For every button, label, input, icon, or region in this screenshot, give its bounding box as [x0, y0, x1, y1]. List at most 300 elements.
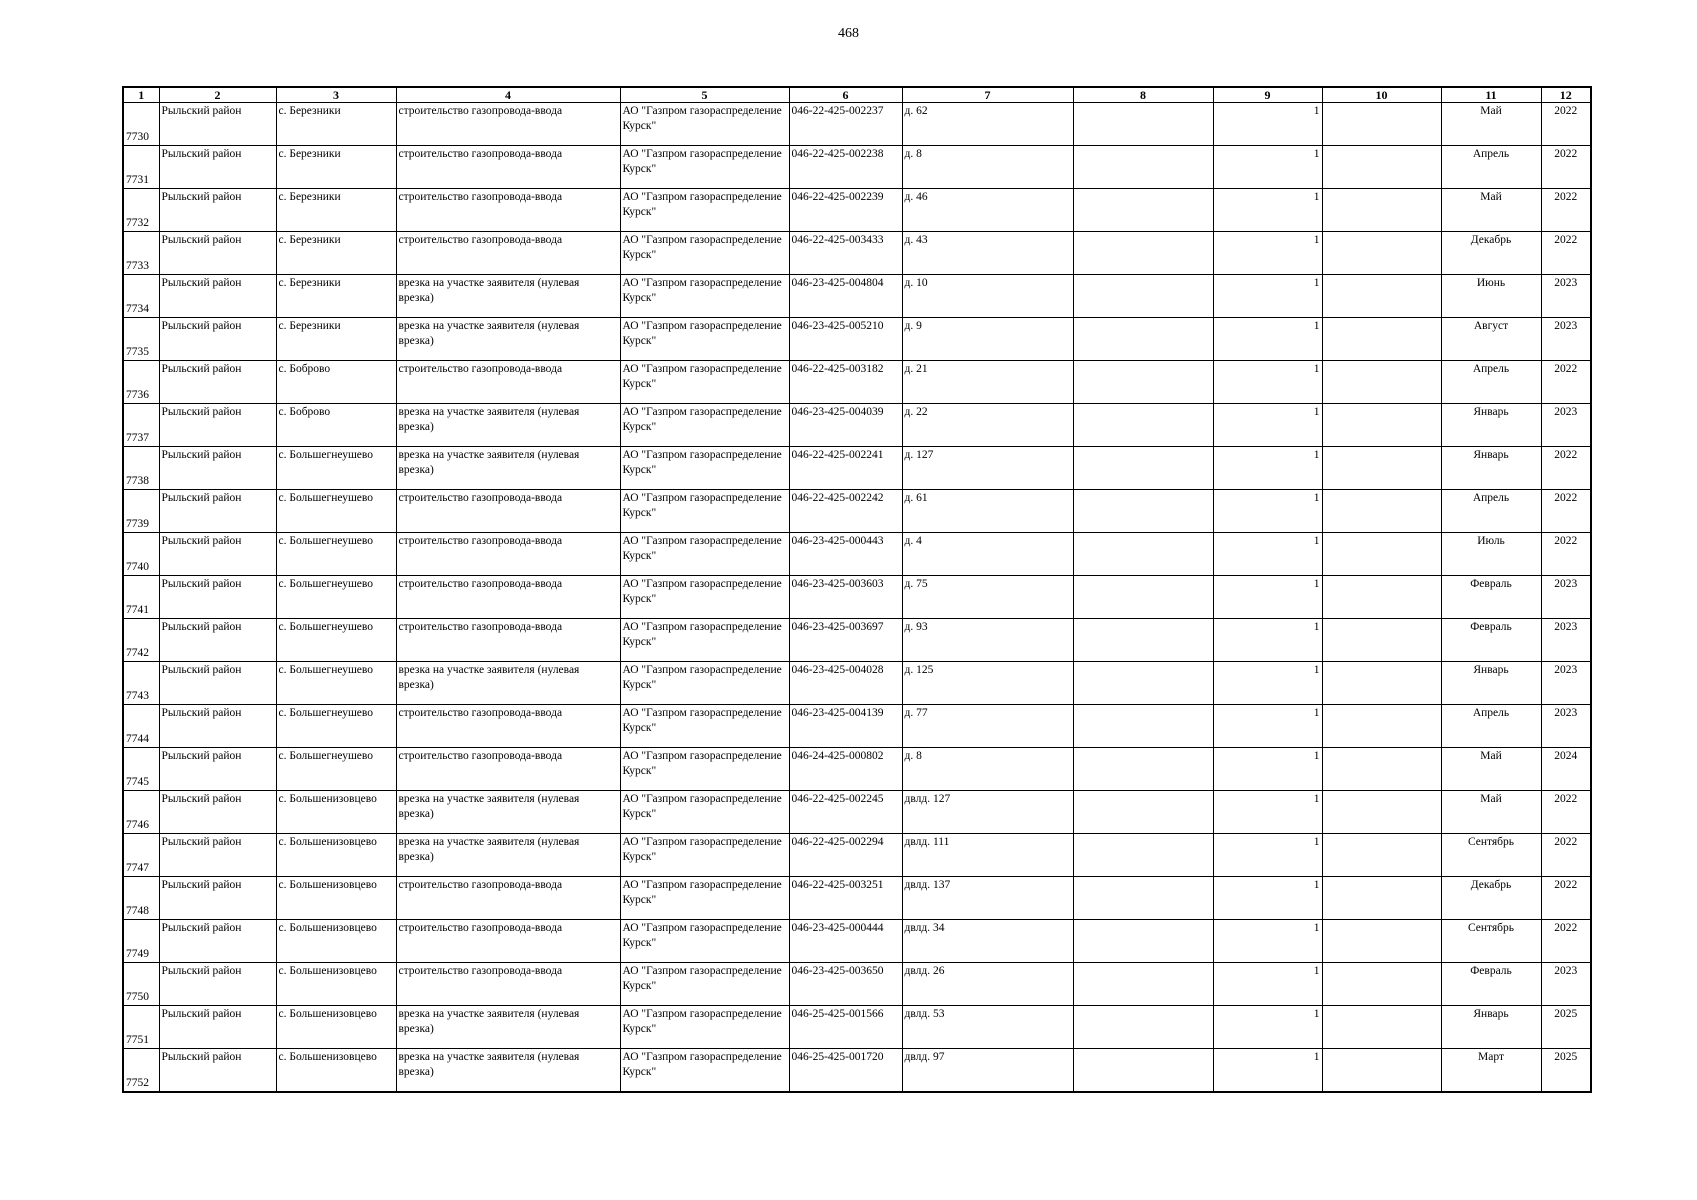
column-8-cell	[1073, 189, 1213, 232]
column-10-cell	[1322, 791, 1441, 834]
year-cell: 2022	[1541, 361, 1591, 404]
application-code-cell: 046-23-425-000443	[789, 533, 902, 576]
settlement-cell: с. Большегнеушево	[276, 447, 396, 490]
quantity-cell: 1	[1213, 533, 1322, 576]
month-cell: Январь	[1441, 447, 1541, 490]
settlement-cell: с. Большенизовцево	[276, 1006, 396, 1049]
quantity-cell: 1	[1213, 791, 1322, 834]
quantity-cell: 1	[1213, 920, 1322, 963]
organization-cell: АО "Газпром газораспределение Курск"	[620, 791, 789, 834]
organization-cell: АО "Газпром газораспределение Курск"	[620, 834, 789, 877]
year-cell: 2022	[1541, 232, 1591, 275]
column-10-cell	[1322, 146, 1441, 189]
work-type-cell: строительство газопровода-ввода	[396, 963, 620, 1006]
house-number-cell: д. 125	[902, 662, 1073, 705]
quantity-cell: 1	[1213, 1006, 1322, 1049]
organization-cell: АО "Газпром газораспределение Курск"	[620, 662, 789, 705]
house-number-cell: двлд. 53	[902, 1006, 1073, 1049]
organization-cell: АО "Газпром газораспределение Курск"	[620, 146, 789, 189]
column-10-cell	[1322, 490, 1441, 533]
row-number-cell: 7730	[123, 103, 159, 146]
column-10-cell	[1322, 877, 1441, 920]
house-number-cell: д. 22	[902, 404, 1073, 447]
house-number-cell: д. 8	[902, 748, 1073, 791]
column-10-cell	[1322, 920, 1441, 963]
district-cell: Рыльский район	[159, 361, 276, 404]
column-header: 8	[1073, 87, 1213, 103]
column-8-cell	[1073, 705, 1213, 748]
quantity-cell: 1	[1213, 318, 1322, 361]
column-10-cell	[1322, 103, 1441, 146]
application-code-cell: 046-22-425-002294	[789, 834, 902, 877]
district-cell: Рыльский район	[159, 232, 276, 275]
quantity-cell: 1	[1213, 619, 1322, 662]
column-8-cell	[1073, 963, 1213, 1006]
application-code-cell: 046-22-425-003182	[789, 361, 902, 404]
district-cell: Рыльский район	[159, 963, 276, 1006]
column-8-cell	[1073, 920, 1213, 963]
work-type-cell: строительство газопровода-ввода	[396, 361, 620, 404]
column-10-cell	[1322, 963, 1441, 1006]
table-row	[123, 275, 1591, 318]
application-code-cell: 046-22-425-002245	[789, 791, 902, 834]
house-number-cell: д. 77	[902, 705, 1073, 748]
column-10-cell	[1322, 275, 1441, 318]
table-row	[123, 705, 1591, 748]
table-row	[123, 490, 1591, 533]
settlement-cell: с. Большенизовцево	[276, 877, 396, 920]
application-code-cell: 046-25-425-001720	[789, 1049, 902, 1093]
column-8-cell	[1073, 1006, 1213, 1049]
application-code-cell: 046-25-425-001566	[789, 1006, 902, 1049]
settlement-cell: с. Большенизовцево	[276, 963, 396, 1006]
settlement-cell: с. Большегнеушево	[276, 576, 396, 619]
month-cell: Январь	[1441, 662, 1541, 705]
table-row	[123, 447, 1591, 490]
month-cell: Февраль	[1441, 576, 1541, 619]
quantity-cell: 1	[1213, 1049, 1322, 1093]
house-number-cell: д. 21	[902, 361, 1073, 404]
row-number-cell: 7749	[123, 920, 159, 963]
settlement-cell: с. Боброво	[276, 404, 396, 447]
column-8-cell	[1073, 490, 1213, 533]
work-type-cell: врезка на участке заявителя (нулевая врезка)	[396, 1049, 620, 1093]
row-number-cell: 7751	[123, 1006, 159, 1049]
row-number-cell: 7734	[123, 275, 159, 318]
column-10-cell	[1322, 662, 1441, 705]
application-code-cell: 046-23-425-004039	[789, 404, 902, 447]
organization-cell: АО "Газпром газораспределение Курск"	[620, 189, 789, 232]
organization-cell: АО "Газпром газораспределение Курск"	[620, 404, 789, 447]
work-type-cell: строительство газопровода-ввода	[396, 490, 620, 533]
quantity-cell: 1	[1213, 146, 1322, 189]
district-cell: Рыльский район	[159, 1049, 276, 1093]
table-row	[123, 920, 1591, 963]
work-type-cell: строительство газопровода-ввода	[396, 576, 620, 619]
row-number-cell: 7733	[123, 232, 159, 275]
work-type-cell: врезка на участке заявителя (нулевая врезка)	[396, 834, 620, 877]
quantity-cell: 1	[1213, 576, 1322, 619]
column-10-cell	[1322, 232, 1441, 275]
house-number-cell: двлд. 26	[902, 963, 1073, 1006]
column-8-cell	[1073, 232, 1213, 275]
row-number-cell: 7747	[123, 834, 159, 877]
column-8-cell	[1073, 877, 1213, 920]
work-type-cell: строительство газопровода-ввода	[396, 619, 620, 662]
work-type-cell: врезка на участке заявителя (нулевая врезка)	[396, 318, 620, 361]
month-cell: Январь	[1441, 1006, 1541, 1049]
month-cell: Март	[1441, 1049, 1541, 1093]
district-cell: Рыльский район	[159, 533, 276, 576]
column-8-cell	[1073, 576, 1213, 619]
gasification-table	[122, 86, 1592, 1093]
house-number-cell: д. 127	[902, 447, 1073, 490]
organization-cell: АО "Газпром газораспределение Курск"	[620, 533, 789, 576]
organization-cell: АО "Газпром газораспределение Курск"	[620, 275, 789, 318]
settlement-cell: с. Большегнеушево	[276, 619, 396, 662]
column-8-cell	[1073, 1049, 1213, 1093]
district-cell: Рыльский район	[159, 705, 276, 748]
year-cell: 2022	[1541, 920, 1591, 963]
quantity-cell: 1	[1213, 490, 1322, 533]
year-cell: 2023	[1541, 963, 1591, 1006]
work-type-cell: строительство газопровода-ввода	[396, 877, 620, 920]
column-header: 10	[1322, 87, 1441, 103]
year-cell: 2023	[1541, 705, 1591, 748]
district-cell: Рыльский район	[159, 275, 276, 318]
column-8-cell	[1073, 103, 1213, 146]
application-code-cell: 046-22-425-003433	[789, 232, 902, 275]
table-row	[123, 189, 1591, 232]
quantity-cell: 1	[1213, 662, 1322, 705]
district-cell: Рыльский район	[159, 662, 276, 705]
quantity-cell: 1	[1213, 103, 1322, 146]
application-code-cell: 046-23-425-004804	[789, 275, 902, 318]
application-code-cell: 046-23-425-003697	[789, 619, 902, 662]
month-cell: Апрель	[1441, 146, 1541, 189]
organization-cell: АО "Газпром газораспределение Курск"	[620, 877, 789, 920]
table-row	[123, 576, 1591, 619]
column-header: 11	[1441, 87, 1541, 103]
month-cell: Февраль	[1441, 619, 1541, 662]
column-10-cell	[1322, 705, 1441, 748]
district-cell: Рыльский район	[159, 791, 276, 834]
settlement-cell: с. Большегнеушево	[276, 705, 396, 748]
column-10-cell	[1322, 619, 1441, 662]
row-number-cell: 7741	[123, 576, 159, 619]
column-header: 4	[396, 87, 620, 103]
row-number-cell: 7732	[123, 189, 159, 232]
column-10-cell	[1322, 576, 1441, 619]
settlement-cell: с. Большегнеушево	[276, 662, 396, 705]
month-cell: Январь	[1441, 404, 1541, 447]
organization-cell: АО "Газпром газораспределение Курск"	[620, 232, 789, 275]
quantity-cell: 1	[1213, 748, 1322, 791]
organization-cell: АО "Газпром газораспределение Курск"	[620, 705, 789, 748]
work-type-cell: строительство газопровода-ввода	[396, 920, 620, 963]
month-cell: Май	[1441, 791, 1541, 834]
column-10-cell	[1322, 748, 1441, 791]
row-number-cell: 7739	[123, 490, 159, 533]
work-type-cell: врезка на участке заявителя (нулевая врезка)	[396, 447, 620, 490]
column-header: 5	[620, 87, 789, 103]
year-cell: 2022	[1541, 103, 1591, 146]
quantity-cell: 1	[1213, 705, 1322, 748]
month-cell: Апрель	[1441, 705, 1541, 748]
organization-cell: АО "Газпром газораспределение Курск"	[620, 103, 789, 146]
header-row	[123, 87, 1591, 103]
organization-cell: АО "Газпром газораспределение Курск"	[620, 1049, 789, 1093]
year-cell: 2022	[1541, 877, 1591, 920]
month-cell: Май	[1441, 103, 1541, 146]
settlement-cell: с. Большегнеушево	[276, 748, 396, 791]
column-10-cell	[1322, 447, 1441, 490]
row-number-cell: 7748	[123, 877, 159, 920]
year-cell: 2023	[1541, 576, 1591, 619]
work-type-cell: врезка на участке заявителя (нулевая врезка)	[396, 404, 620, 447]
settlement-cell: с. Березники	[276, 146, 396, 189]
settlement-cell: с. Березники	[276, 318, 396, 361]
work-type-cell: строительство газопровода-ввода	[396, 189, 620, 232]
settlement-cell: с. Березники	[276, 275, 396, 318]
month-cell: Июнь	[1441, 275, 1541, 318]
work-type-cell: строительство газопровода-ввода	[396, 103, 620, 146]
work-type-cell: врезка на участке заявителя (нулевая врезка)	[396, 791, 620, 834]
organization-cell: АО "Газпром газораспределение Курск"	[620, 920, 789, 963]
organization-cell: АО "Газпром газораспределение Курск"	[620, 619, 789, 662]
table-row	[123, 1006, 1591, 1049]
column-10-cell	[1322, 1049, 1441, 1093]
column-10-cell	[1322, 189, 1441, 232]
district-cell: Рыльский район	[159, 619, 276, 662]
column-header: 9	[1213, 87, 1322, 103]
year-cell: 2023	[1541, 619, 1591, 662]
organization-cell: АО "Газпром газораспределение Курск"	[620, 318, 789, 361]
application-code-cell: 046-23-425-003603	[789, 576, 902, 619]
district-cell: Рыльский район	[159, 877, 276, 920]
settlement-cell: с. Березники	[276, 232, 396, 275]
table-row	[123, 834, 1591, 877]
organization-cell: АО "Газпром газораспределение Курск"	[620, 963, 789, 1006]
year-cell: 2022	[1541, 834, 1591, 877]
table-row	[123, 963, 1591, 1006]
work-type-cell: врезка на участке заявителя (нулевая врезка)	[396, 1006, 620, 1049]
row-number-cell: 7744	[123, 705, 159, 748]
table-row	[123, 318, 1591, 361]
house-number-cell: д. 9	[902, 318, 1073, 361]
table-row	[123, 533, 1591, 576]
district-cell: Рыльский район	[159, 404, 276, 447]
house-number-cell: д. 75	[902, 576, 1073, 619]
quantity-cell: 1	[1213, 963, 1322, 1006]
table-row	[123, 877, 1591, 920]
year-cell: 2022	[1541, 146, 1591, 189]
month-cell: Декабрь	[1441, 232, 1541, 275]
column-10-cell	[1322, 318, 1441, 361]
work-type-cell: строительство газопровода-ввода	[396, 748, 620, 791]
month-cell: Май	[1441, 748, 1541, 791]
quantity-cell: 1	[1213, 275, 1322, 318]
district-cell: Рыльский район	[159, 103, 276, 146]
table-row	[123, 361, 1591, 404]
row-number-cell: 7752	[123, 1049, 159, 1093]
column-header: 2	[159, 87, 276, 103]
month-cell: Август	[1441, 318, 1541, 361]
district-cell: Рыльский район	[159, 490, 276, 533]
house-number-cell: двлд. 97	[902, 1049, 1073, 1093]
row-number-cell: 7746	[123, 791, 159, 834]
row-number-cell: 7743	[123, 662, 159, 705]
table-row	[123, 791, 1591, 834]
year-cell: 2025	[1541, 1049, 1591, 1093]
house-number-cell: д. 61	[902, 490, 1073, 533]
application-code-cell: 046-23-425-000444	[789, 920, 902, 963]
year-cell: 2022	[1541, 490, 1591, 533]
month-cell: Февраль	[1441, 963, 1541, 1006]
application-code-cell: 046-22-425-002239	[789, 189, 902, 232]
quantity-cell: 1	[1213, 232, 1322, 275]
year-cell: 2022	[1541, 189, 1591, 232]
column-8-cell	[1073, 662, 1213, 705]
month-cell: Апрель	[1441, 490, 1541, 533]
month-cell: Апрель	[1441, 361, 1541, 404]
settlement-cell: с. Большенизовцево	[276, 791, 396, 834]
column-header: 1	[123, 87, 159, 103]
house-number-cell: д. 10	[902, 275, 1073, 318]
settlement-cell: с. Большегнеушево	[276, 533, 396, 576]
year-cell: 2023	[1541, 404, 1591, 447]
quantity-cell: 1	[1213, 877, 1322, 920]
house-number-cell: д. 8	[902, 146, 1073, 189]
row-number-cell: 7745	[123, 748, 159, 791]
district-cell: Рыльский район	[159, 748, 276, 791]
district-cell: Рыльский район	[159, 920, 276, 963]
application-code-cell: 046-22-425-002242	[789, 490, 902, 533]
page-number: 468	[838, 26, 859, 41]
district-cell: Рыльский район	[159, 1006, 276, 1049]
application-code-cell: 046-22-425-002237	[789, 103, 902, 146]
year-cell: 2022	[1541, 447, 1591, 490]
month-cell: Июль	[1441, 533, 1541, 576]
house-number-cell: д. 62	[902, 103, 1073, 146]
settlement-cell: с. Большенизовцево	[276, 1049, 396, 1093]
settlement-cell: с. Березники	[276, 189, 396, 232]
row-number-cell: 7731	[123, 146, 159, 189]
row-number-cell: 7742	[123, 619, 159, 662]
year-cell: 2022	[1541, 791, 1591, 834]
application-code-cell: 046-23-425-003650	[789, 963, 902, 1006]
district-cell: Рыльский район	[159, 834, 276, 877]
house-number-cell: двлд. 127	[902, 791, 1073, 834]
month-cell: Декабрь	[1441, 877, 1541, 920]
application-code-cell: 046-23-425-005210	[789, 318, 902, 361]
work-type-cell: строительство газопровода-ввода	[396, 533, 620, 576]
quantity-cell: 1	[1213, 834, 1322, 877]
quantity-cell: 1	[1213, 361, 1322, 404]
row-number-cell: 7740	[123, 533, 159, 576]
column-8-cell	[1073, 318, 1213, 361]
work-type-cell: врезка на участке заявителя (нулевая врезка)	[396, 275, 620, 318]
column-header: 3	[276, 87, 396, 103]
house-number-cell: д. 4	[902, 533, 1073, 576]
table-row	[123, 1049, 1591, 1093]
column-8-cell	[1073, 748, 1213, 791]
table-row	[123, 146, 1591, 189]
column-8-cell	[1073, 791, 1213, 834]
quantity-cell: 1	[1213, 189, 1322, 232]
application-code-cell: 046-22-425-002238	[789, 146, 902, 189]
row-number-cell: 7737	[123, 404, 159, 447]
settlement-cell: с. Большенизовцево	[276, 920, 396, 963]
table-row	[123, 232, 1591, 275]
settlement-cell: с. Большенизовцево	[276, 834, 396, 877]
house-number-cell: д. 43	[902, 232, 1073, 275]
year-cell: 2023	[1541, 662, 1591, 705]
row-number-cell: 7735	[123, 318, 159, 361]
application-code-cell: 046-24-425-000802	[789, 748, 902, 791]
work-type-cell: строительство газопровода-ввода	[396, 705, 620, 748]
house-number-cell: двлд. 111	[902, 834, 1073, 877]
table-row	[123, 662, 1591, 705]
application-code-cell: 046-23-425-004139	[789, 705, 902, 748]
house-number-cell: двлд. 137	[902, 877, 1073, 920]
year-cell: 2022	[1541, 533, 1591, 576]
organization-cell: АО "Газпром газораспределение Курск"	[620, 576, 789, 619]
column-10-cell	[1322, 361, 1441, 404]
column-8-cell	[1073, 619, 1213, 662]
quantity-cell: 1	[1213, 404, 1322, 447]
settlement-cell: с. Березники	[276, 103, 396, 146]
settlement-cell: с. Боброво	[276, 361, 396, 404]
column-8-cell	[1073, 533, 1213, 576]
column-header: 6	[789, 87, 902, 103]
district-cell: Рыльский район	[159, 447, 276, 490]
district-cell: Рыльский район	[159, 189, 276, 232]
column-10-cell	[1322, 533, 1441, 576]
district-cell: Рыльский район	[159, 146, 276, 189]
application-code-cell: 046-23-425-004028	[789, 662, 902, 705]
column-10-cell	[1322, 404, 1441, 447]
column-header: 12	[1541, 87, 1591, 103]
column-10-cell	[1322, 834, 1441, 877]
year-cell: 2023	[1541, 318, 1591, 361]
column-8-cell	[1073, 404, 1213, 447]
year-cell: 2025	[1541, 1006, 1591, 1049]
house-number-cell: двлд. 34	[902, 920, 1073, 963]
table-row	[123, 619, 1591, 662]
row-number-cell: 7736	[123, 361, 159, 404]
month-cell: Сентябрь	[1441, 834, 1541, 877]
column-10-cell	[1322, 1006, 1441, 1049]
organization-cell: АО "Газпром газораспределение Курск"	[620, 748, 789, 791]
organization-cell: АО "Газпром газораспределение Курск"	[620, 447, 789, 490]
organization-cell: АО "Газпром газораспределение Курск"	[620, 361, 789, 404]
application-code-cell: 046-22-425-002241	[789, 447, 902, 490]
row-number-cell: 7750	[123, 963, 159, 1006]
work-type-cell: строительство газопровода-ввода	[396, 232, 620, 275]
year-cell: 2023	[1541, 275, 1591, 318]
house-number-cell: д. 93	[902, 619, 1073, 662]
work-type-cell: врезка на участке заявителя (нулевая врезка)	[396, 662, 620, 705]
row-number-cell: 7738	[123, 447, 159, 490]
table-row	[123, 748, 1591, 791]
table-row	[123, 103, 1591, 146]
column-8-cell	[1073, 447, 1213, 490]
house-number-cell: д. 46	[902, 189, 1073, 232]
month-cell: Май	[1441, 189, 1541, 232]
column-8-cell	[1073, 834, 1213, 877]
work-type-cell: строительство газопровода-ввода	[396, 146, 620, 189]
